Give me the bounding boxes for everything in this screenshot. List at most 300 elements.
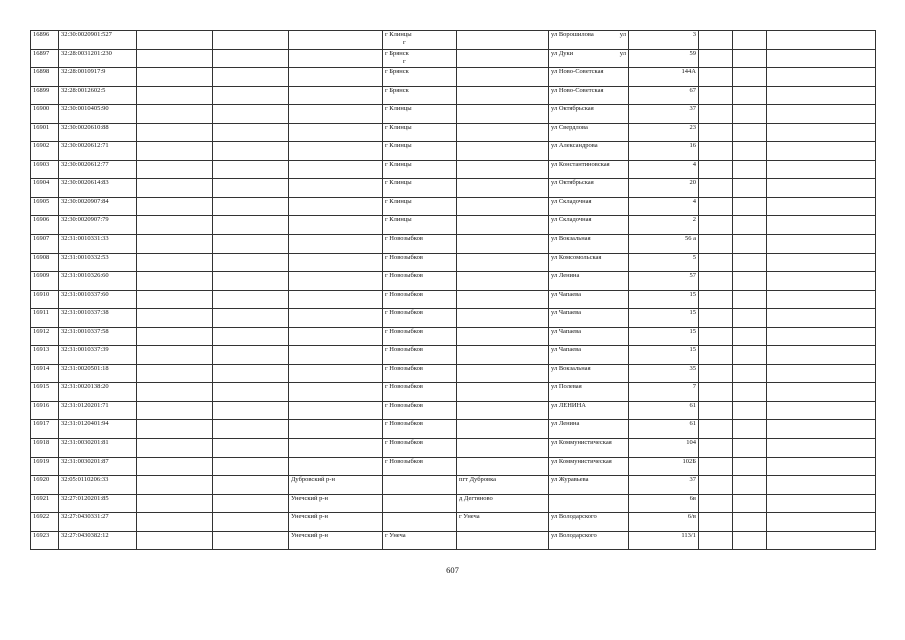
street-cell: ул Дуки ул: [549, 49, 629, 68]
empty-cell: [137, 105, 213, 124]
table-row: [31, 383, 876, 402]
house-cell: 61: [629, 401, 699, 420]
cadastral-number-cell: 32:27:0430382:12: [59, 531, 137, 550]
empty-cell: [137, 290, 213, 309]
empty-cell: [767, 346, 876, 365]
table-row: [31, 197, 876, 216]
empty-cell: [213, 476, 289, 495]
settlement-cell: [457, 105, 549, 124]
empty-cell: [699, 420, 733, 439]
empty-cell: [213, 253, 289, 272]
empty-cell: [213, 160, 289, 179]
empty-cell: [699, 531, 733, 550]
street-cell: [549, 494, 629, 513]
city-cell: г Новозыбков: [383, 290, 457, 309]
empty-cell: [699, 346, 733, 365]
table-row: [31, 216, 876, 235]
empty-cell: [213, 105, 289, 124]
city-cell: г Брянск: [383, 68, 457, 87]
table-row: [31, 364, 876, 383]
empty-cell: [733, 179, 767, 198]
street-cell: ул Коммунистическая: [549, 457, 629, 476]
empty-cell: [767, 290, 876, 309]
empty-cell: [699, 105, 733, 124]
empty-cell: [767, 49, 876, 68]
house-cell: 61: [629, 420, 699, 439]
empty-cell: [733, 383, 767, 402]
empty-cell: [699, 253, 733, 272]
district-cell: [289, 86, 383, 105]
row-number-cell: 16919: [31, 457, 59, 476]
cadastral-number-cell: 32:30:0020612:77: [59, 160, 137, 179]
empty-cell: [213, 494, 289, 513]
empty-cell: [213, 197, 289, 216]
district-cell: [289, 383, 383, 402]
settlement-cell: [457, 309, 549, 328]
row-number-cell: 16921: [31, 494, 59, 513]
city-cell: г Новозыбков: [383, 235, 457, 254]
empty-cell: [137, 253, 213, 272]
street-cell: ул Константиновская: [549, 160, 629, 179]
city-cell: [383, 494, 457, 513]
empty-cell: [137, 160, 213, 179]
street-cell: ул Ново-Советская: [549, 86, 629, 105]
empty-cell: [733, 31, 767, 50]
row-number-cell: 16914: [31, 364, 59, 383]
cadastral-number-cell: 32:30:0020907:79: [59, 216, 137, 235]
empty-cell: [699, 457, 733, 476]
cadastral-number-cell: 32:31:0010337:60: [59, 290, 137, 309]
settlement-cell: [457, 457, 549, 476]
settlement-cell: [457, 420, 549, 439]
district-cell: [289, 179, 383, 198]
settlement-cell: [457, 364, 549, 383]
empty-cell: [767, 197, 876, 216]
empty-cell: [699, 235, 733, 254]
empty-cell: [213, 216, 289, 235]
city-cell: г Новозыбков: [383, 272, 457, 291]
house-cell: 4: [629, 197, 699, 216]
cadastral-number-cell: 32:30:0010405:90: [59, 105, 137, 124]
house-cell: 144А: [629, 68, 699, 87]
city-cell: г Новозыбков: [383, 401, 457, 420]
district-cell: [289, 309, 383, 328]
empty-cell: [733, 531, 767, 550]
row-number-cell: 16898: [31, 68, 59, 87]
settlement-cell: [457, 346, 549, 365]
house-cell: 37: [629, 476, 699, 495]
row-number-cell: 16897: [31, 49, 59, 68]
street-cell: ул Чапаева: [549, 290, 629, 309]
empty-cell: [733, 160, 767, 179]
row-number-cell: 16913: [31, 346, 59, 365]
street-cell: ул Чапаева: [549, 346, 629, 365]
street-cell: ул Чапаева: [549, 327, 629, 346]
house-cell: 6/в: [629, 513, 699, 532]
city-cell: г Новозыбков: [383, 346, 457, 365]
row-number-cell: 16917: [31, 420, 59, 439]
cadastral-number-cell: 32:31:0010332:53: [59, 253, 137, 272]
row-number-cell: 16909: [31, 272, 59, 291]
empty-cell: [213, 531, 289, 550]
street-cell: ул Свердлова: [549, 123, 629, 142]
table-row: [31, 327, 876, 346]
district-cell: [289, 142, 383, 161]
empty-cell: [699, 364, 733, 383]
city-cell: г Клинцы: [383, 142, 457, 161]
empty-cell: [699, 86, 733, 105]
row-number-cell: 16910: [31, 290, 59, 309]
cadastral-number-cell: 32:31:0010331:33: [59, 235, 137, 254]
empty-cell: [733, 364, 767, 383]
empty-cell: [733, 68, 767, 87]
street-cell: ул Октябрьская: [549, 105, 629, 124]
table-row: [31, 494, 876, 513]
empty-cell: [733, 253, 767, 272]
empty-cell: [767, 105, 876, 124]
empty-cell: [767, 401, 876, 420]
house-cell: 16: [629, 142, 699, 161]
city-cell: г Новозыбков: [383, 457, 457, 476]
row-number-cell: 16896: [31, 31, 59, 50]
empty-cell: [213, 457, 289, 476]
empty-cell: [767, 513, 876, 532]
empty-cell: [213, 272, 289, 291]
settlement-cell: [457, 531, 549, 550]
empty-cell: [733, 494, 767, 513]
empty-cell: [213, 123, 289, 142]
empty-cell: [733, 346, 767, 365]
settlement-cell: [457, 235, 549, 254]
table-row: [31, 420, 876, 439]
house-cell: 104: [629, 439, 699, 458]
empty-cell: [699, 179, 733, 198]
empty-cell: [699, 31, 733, 50]
empty-cell: [767, 272, 876, 291]
empty-cell: [699, 494, 733, 513]
city-cell: [383, 476, 457, 495]
row-number-cell: 16920: [31, 476, 59, 495]
empty-cell: [767, 160, 876, 179]
empty-cell: [767, 439, 876, 458]
cadastral-number-cell: 32:31:0030201:81: [59, 439, 137, 458]
cadastral-number-cell: 32:30:0020610:88: [59, 123, 137, 142]
city-cell: г Брянск г: [383, 49, 457, 68]
table-row: [31, 49, 876, 68]
house-cell: 4: [629, 160, 699, 179]
district-cell: [289, 105, 383, 124]
street-cell: ул Складочная: [549, 216, 629, 235]
row-number-cell: 16908: [31, 253, 59, 272]
city-cell: г Новозыбков: [383, 439, 457, 458]
cadastral-number-cell: 32:31:0030201:87: [59, 457, 137, 476]
house-cell: 67: [629, 86, 699, 105]
row-number-cell: 16915: [31, 383, 59, 402]
cadastral-number-cell: 32:27:0120201:85: [59, 494, 137, 513]
empty-cell: [767, 457, 876, 476]
empty-cell: [699, 123, 733, 142]
city-cell: г Клинцы: [383, 179, 457, 198]
empty-cell: [213, 420, 289, 439]
street-cell: ул Ленина: [549, 272, 629, 291]
cadastral-number-cell: 32:31:0020501:18: [59, 364, 137, 383]
empty-cell: [699, 197, 733, 216]
row-number-cell: 16903: [31, 160, 59, 179]
house-cell: 35: [629, 364, 699, 383]
empty-cell: [213, 142, 289, 161]
district-cell: [289, 216, 383, 235]
row-number-cell: 16923: [31, 531, 59, 550]
district-cell: [289, 68, 383, 87]
row-number-cell: 16902: [31, 142, 59, 161]
row-number-cell: 16912: [31, 327, 59, 346]
empty-cell: [137, 272, 213, 291]
table-row: [31, 253, 876, 272]
empty-cell: [733, 513, 767, 532]
empty-cell: [699, 401, 733, 420]
street-cell: ул Октябрьская: [549, 179, 629, 198]
table-row: [31, 346, 876, 365]
cadastral-number-cell: 32:31:0120401:94: [59, 420, 137, 439]
empty-cell: [213, 86, 289, 105]
empty-cell: [137, 457, 213, 476]
empty-cell: [213, 401, 289, 420]
empty-cell: [699, 160, 733, 179]
cadastral-number-cell: 32:31:0010337:39: [59, 346, 137, 365]
settlement-cell: [457, 86, 549, 105]
house-cell: 59: [629, 49, 699, 68]
district-cell: [289, 364, 383, 383]
empty-cell: [137, 476, 213, 495]
district-cell: [289, 439, 383, 458]
empty-cell: [767, 142, 876, 161]
empty-cell: [767, 235, 876, 254]
table-row: [31, 401, 876, 420]
city-cell: г Новозыбков: [383, 420, 457, 439]
empty-cell: [767, 494, 876, 513]
district-cell: [289, 123, 383, 142]
house-cell: 23: [629, 123, 699, 142]
city-cell: г Новозыбков: [383, 253, 457, 272]
empty-cell: [137, 383, 213, 402]
street-cell: ул Ново-Советская: [549, 68, 629, 87]
settlement-cell: [457, 68, 549, 87]
empty-cell: [213, 290, 289, 309]
cadastral-number-cell: 32:27:0430331:27: [59, 513, 137, 532]
row-number-cell: 16907: [31, 235, 59, 254]
district-cell: Дубровский р-н: [289, 476, 383, 495]
empty-cell: [767, 179, 876, 198]
empty-cell: [733, 401, 767, 420]
empty-cell: [767, 216, 876, 235]
settlement-cell: [457, 272, 549, 291]
house-cell: 6в: [629, 494, 699, 513]
empty-cell: [699, 476, 733, 495]
empty-cell: [767, 253, 876, 272]
empty-cell: [137, 513, 213, 532]
table-row: [31, 86, 876, 105]
cadastral-number-cell: 32:30:0020614:83: [59, 179, 137, 198]
empty-cell: [213, 309, 289, 328]
settlement-cell: [457, 253, 549, 272]
cadastral-number-cell: 32:31:0120201:71: [59, 401, 137, 420]
empty-cell: [213, 513, 289, 532]
empty-cell: [213, 327, 289, 346]
cadastral-number-cell: 32:30:0020901:527: [59, 31, 137, 50]
empty-cell: [699, 49, 733, 68]
table-row: [31, 272, 876, 291]
house-cell: 15: [629, 346, 699, 365]
house-cell: 37: [629, 105, 699, 124]
empty-cell: [767, 86, 876, 105]
city-cell: г Клинцы: [383, 105, 457, 124]
empty-cell: [137, 86, 213, 105]
cadastral-number-cell: 32:28:0010917:9: [59, 68, 137, 87]
settlement-cell: д Дегтяново: [457, 494, 549, 513]
cadastral-number-cell: 32:31:0020138:20: [59, 383, 137, 402]
street-cell: ул ЛЕНИНА: [549, 401, 629, 420]
empty-cell: [137, 309, 213, 328]
empty-cell: [137, 327, 213, 346]
house-cell: 15: [629, 290, 699, 309]
empty-cell: [767, 476, 876, 495]
settlement-cell: [457, 49, 549, 68]
city-cell: г Брянск: [383, 86, 457, 105]
settlement-cell: [457, 123, 549, 142]
house-cell: 15: [629, 327, 699, 346]
district-cell: [289, 253, 383, 272]
empty-cell: [699, 327, 733, 346]
table-row: [31, 105, 876, 124]
row-number-cell: 16916: [31, 401, 59, 420]
district-cell: [289, 235, 383, 254]
settlement-cell: [457, 142, 549, 161]
empty-cell: [733, 457, 767, 476]
empty-cell: [767, 364, 876, 383]
settlement-cell: [457, 179, 549, 198]
empty-cell: [733, 142, 767, 161]
empty-cell: [699, 216, 733, 235]
row-number-cell: 16899: [31, 86, 59, 105]
district-cell: [289, 346, 383, 365]
city-cell: г Клинцы: [383, 160, 457, 179]
table-row: [31, 123, 876, 142]
row-number-cell: 16905: [31, 197, 59, 216]
street-cell: ул Ворошилова ул: [549, 31, 629, 50]
empty-cell: [137, 31, 213, 50]
house-cell: 113/1: [629, 531, 699, 550]
district-cell: [289, 49, 383, 68]
empty-cell: [137, 235, 213, 254]
settlement-cell: [457, 383, 549, 402]
district-cell: [289, 160, 383, 179]
city-cell: г Унеча: [383, 531, 457, 550]
city-cell: г Новозыбков: [383, 309, 457, 328]
empty-cell: [767, 383, 876, 402]
empty-cell: [733, 86, 767, 105]
empty-cell: [137, 401, 213, 420]
table-row: [31, 531, 876, 550]
street-cell: ул Ленина: [549, 420, 629, 439]
empty-cell: [137, 420, 213, 439]
empty-cell: [137, 142, 213, 161]
empty-cell: [213, 235, 289, 254]
empty-cell: [137, 346, 213, 365]
table-row: [31, 457, 876, 476]
cadastral-number-cell: 32:30:0020907:84: [59, 197, 137, 216]
empty-cell: [213, 68, 289, 87]
empty-cell: [733, 309, 767, 328]
settlement-cell: [457, 401, 549, 420]
settlement-cell: [457, 327, 549, 346]
street-cell: ул Володарского: [549, 513, 629, 532]
empty-cell: [767, 31, 876, 50]
empty-cell: [137, 364, 213, 383]
city-cell: г Новозыбков: [383, 327, 457, 346]
city-cell: г Клинцы: [383, 197, 457, 216]
empty-cell: [699, 383, 733, 402]
empty-cell: [213, 49, 289, 68]
settlement-cell: пгт Дубровка: [457, 476, 549, 495]
street-cell: ул Журавьева: [549, 476, 629, 495]
row-number-cell: 16918: [31, 439, 59, 458]
street-cell: ул Чапаева: [549, 309, 629, 328]
cadastral-number-cell: 32:05:0110206:33: [59, 476, 137, 495]
empty-cell: [699, 513, 733, 532]
district-cell: Унечский р-н: [289, 513, 383, 532]
settlement-cell: г Унеча: [457, 513, 549, 532]
district-cell: [289, 457, 383, 476]
empty-cell: [213, 364, 289, 383]
district-cell: [289, 401, 383, 420]
empty-cell: [767, 309, 876, 328]
district-cell: [289, 420, 383, 439]
house-cell: 56 а: [629, 235, 699, 254]
empty-cell: [767, 531, 876, 550]
settlement-cell: [457, 216, 549, 235]
city-cell: г Клинцы г: [383, 31, 457, 50]
house-cell: 3: [629, 31, 699, 50]
table-row: [31, 160, 876, 179]
settlement-cell: [457, 197, 549, 216]
page-number: 607: [446, 565, 459, 575]
empty-cell: [767, 327, 876, 346]
empty-cell: [733, 439, 767, 458]
table-row: [31, 513, 876, 532]
table-row: [31, 309, 876, 328]
empty-cell: [733, 420, 767, 439]
city-cell: г Клинцы: [383, 123, 457, 142]
cadastral-number-cell: 32:28:0012602:5: [59, 86, 137, 105]
empty-cell: [699, 68, 733, 87]
street-cell: ул Полевая: [549, 383, 629, 402]
cadastral-number-cell: 32:31:0010337:58: [59, 327, 137, 346]
district-cell: [289, 327, 383, 346]
empty-cell: [733, 49, 767, 68]
street-cell: ул Вокзальная: [549, 235, 629, 254]
table-row: [31, 235, 876, 254]
empty-cell: [213, 383, 289, 402]
empty-cell: [137, 179, 213, 198]
settlement-cell: [457, 160, 549, 179]
street-cell: ул Комсомольская: [549, 253, 629, 272]
empty-cell: [137, 123, 213, 142]
empty-cell: [767, 68, 876, 87]
district-cell: [289, 290, 383, 309]
cadastral-number-cell: 32:30:0020612:71: [59, 142, 137, 161]
registry-rows: [31, 31, 876, 550]
registry-table: [30, 30, 876, 550]
